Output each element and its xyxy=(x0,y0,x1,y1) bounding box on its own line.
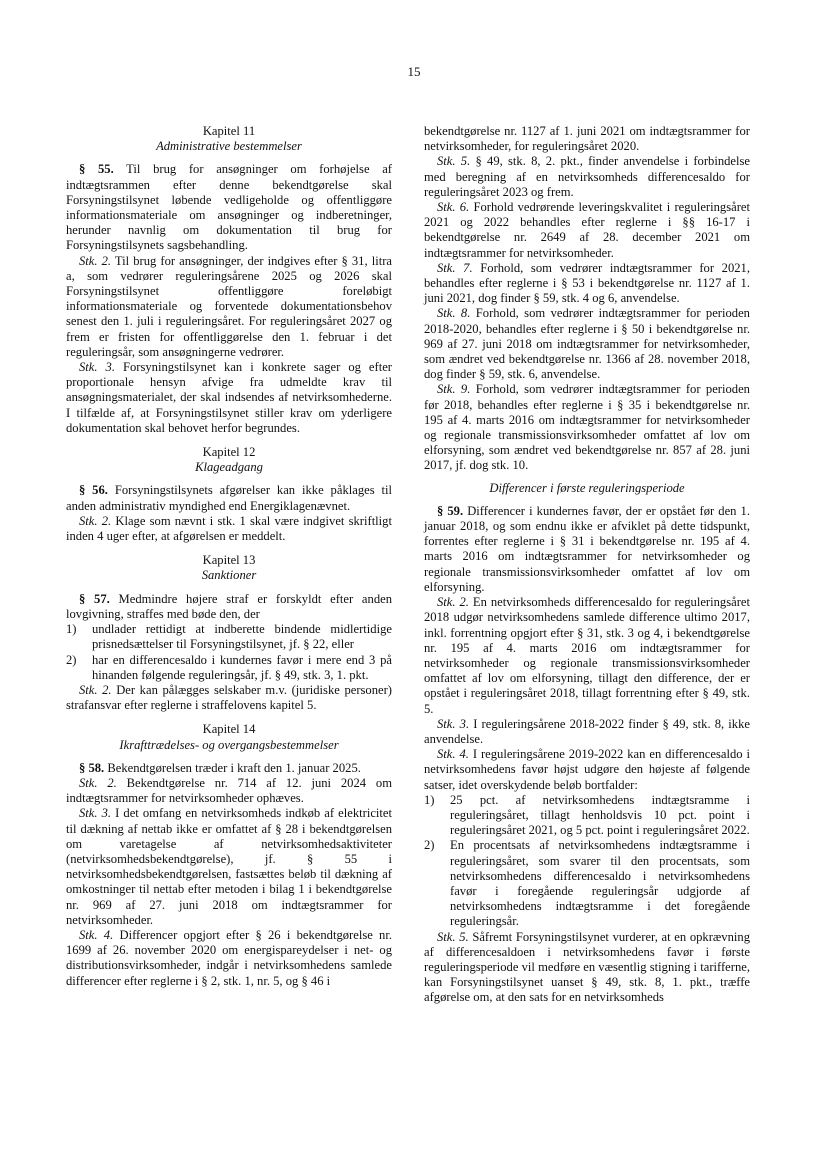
section-56-text: Forsyningstilsynets afgørelser kan ikke påklages til anden administrativ myndighed end Energiklagenævnet. xyxy=(66,483,393,513)
stk-label: Stk. 2. xyxy=(79,253,112,268)
section-57-stk-2 xyxy=(66,683,392,713)
chapter-13-subtitle: Sanktioner xyxy=(201,568,257,583)
section-55-stk-3 xyxy=(66,360,392,436)
list-item-text: En procentsats af netvirksomhedens indtægtsramme i reguleringsåret, som svarer til den procentsats, som netvirksomhedens differencesaldo i netvirksomhedens favør i foregående reguleringsår udgjorde af netvirksomhedens indtægtsramme i det foregående reguleringsår. xyxy=(450,838,750,929)
list-item-number: 1) xyxy=(424,792,435,807)
section-58-text: Bekendtgørelsen træder i kraft den 1. januar 2025. xyxy=(104,760,361,775)
list-item-number: 2) xyxy=(424,838,435,853)
stk-text: I reguleringsårene 2018-2022 finder § 49, stk. 8, ikke anvendelse. xyxy=(424,716,750,746)
list-item xyxy=(66,622,392,652)
list-item xyxy=(424,793,750,839)
section-58-stk-4 xyxy=(66,928,392,989)
stk-label: Stk. 4. xyxy=(437,747,469,762)
stk-label: Stk. 3. xyxy=(79,806,112,821)
section-56-stk-2 xyxy=(66,514,392,544)
chapter-11-title: Kapitel 11 xyxy=(202,124,256,138)
stk-text: Klage som nævnt i stk. 1 skal være indgivet skriftligt inden 4 uger efter, at afgørelsen er meddelt. xyxy=(66,513,392,544)
stk-label: Stk. 3. xyxy=(437,716,470,731)
stk-label: Stk. 5. xyxy=(437,929,469,944)
stk-text: Forhold, som vedrører indtægtsrammer for perioden 2018-2020, behandles efter reglerne i § 50 i bekendtgørelse nr. 969 af 27. juni 2018 om indtægtsrammer for netvirksomheder, som ændret ved bekendtgørelse nr. 1366 af 28. november 2018, dog finder § 59, stk. 6, anvendelse. xyxy=(424,306,750,382)
chapter-14-title: Kapitel 14 xyxy=(202,722,256,737)
stk-label: Stk. 8. xyxy=(437,306,471,321)
section-56-number: § 56. xyxy=(79,483,108,498)
chapter-12-subtitle: Klageadgang xyxy=(195,460,263,475)
chapter-12-title: Kapitel 12 xyxy=(202,445,256,460)
section-58-stk-6 xyxy=(424,200,750,261)
stk-label: Stk. 9. xyxy=(437,382,471,397)
section-57 xyxy=(66,592,392,622)
stk-text: Forsyningstilsynet kan i konkrete sager og efter proportionale hensyn afvige fra udmeldte krav til ansøgningsmaterialet, der skal indsendes af netvirksomhederne. I tilfælde af, at Forsyningstilsynet stiller krav om yderligere dokumentation skal behovet herfor begrundes. xyxy=(66,360,392,435)
chapter-14-subtitle: Ikrafttrædelses- og overgangsbestemmelser xyxy=(119,737,339,752)
stk-label: Stk. 2. xyxy=(437,595,469,610)
section-55-text: Til brug for ansøgninger om forhøjelse af indtægtsrammen efter denne bekendtgørelse skal Forsyningstilsynet løbende vedligeholde og offentliggøre informationsmateriale om ansøgninger og indberetninger, herunder navnlig om dokumentation til brug for Forsyningstilsynets sagsbehandling. xyxy=(66,162,392,253)
stk-text: I det omfang en netvirksomheds indkøb af elektricitet til dækning af nettab ikke er omfattet af § 28 i bekendtgørelsen om varetagelse af netvirksomhedsaktiviteter (netvirksomhedsbekendtgørelse), jf. § 55 i netvirksomhedsbekendtgørelsen, fastsættes beløb til dækning af omkostninger til nettab efter metoden i bilag 1 i bekendtgørelse nr. 969 af 27. juni 2018 om indtægtsrammer for netvirksomheder. xyxy=(66,806,392,927)
stk-label: Stk. 4. xyxy=(79,927,114,942)
section-59-stk-4 xyxy=(424,747,750,793)
section-58-stk-9 xyxy=(424,382,750,473)
section-58-stk-2 xyxy=(66,776,392,806)
stk-label: Stk. 2. xyxy=(79,513,112,528)
stk-text: Differencer opgjort efter § 26 i bekendtgørelse nr. 1699 af 26. november 2020 om energispareydelser i net- og distributionsvirksomheder, indgår i netvirksomhedens samlede differencer efter reglerne i § 2, stk. 1, nr. 5, og § 46 i xyxy=(66,927,392,988)
list-item-number: 1) xyxy=(66,622,77,637)
section-58-stk-3 xyxy=(66,806,392,928)
stk-label: Stk. 6. xyxy=(437,200,470,215)
section-59-stk-2 xyxy=(424,595,750,717)
stk-label: Stk. 7. xyxy=(437,260,473,275)
section-58-stk-8 xyxy=(424,306,750,382)
stk-text: § 49, stk. 8, 2. pkt., finder anvendelse i forbindelse med beregning af en netvirksomheds differencesaldo for reguleringsåret 2023 og frem. xyxy=(424,154,750,199)
stk-label: Stk. 2. xyxy=(79,775,117,790)
section-59-text: Differencer i kundernes favør, der er opstået før den 1. januar 2018, og som endnu ikke er afviklet på dette tidspunkt, forrentes efter reglerne i § 31 i bekendtgørelse nr. 195 af 4. marts 2016 om indtægtsrammer for netvirksomheder og regionale transmissionsvirksomheder omfattet af lov om elforsyning. xyxy=(424,503,751,594)
chapter-11-subtitle: Administrative bestemmelser xyxy=(156,139,302,154)
section-heading: Differencer i første reguleringsperiode xyxy=(489,480,685,495)
list-item-number: 2) xyxy=(66,652,77,667)
section-58-number: § 58. xyxy=(79,760,105,775)
continued-text: bekendtgørelse nr. 1127 af 1. juni 2021 om indtægtsrammer for netvirksomheder, for reguleringsåret 2020. xyxy=(424,124,750,154)
list-item-text: har en differencesaldo i kundernes favør i mere end 3 på hinanden følgende reguleringsår, jf. § 49, stk. 3, 1. pkt. xyxy=(92,652,392,682)
section-59-stk-3 xyxy=(424,717,750,747)
section-55-stk-2 xyxy=(66,254,392,360)
stk-label: Stk. 2. xyxy=(79,682,112,697)
section-59-number: § 59. xyxy=(437,503,464,518)
list-item-text: undlader rettidigt at indberette bindende midlertidige prisnedsættelser til Forsyningstilsynet, jf. § 22, eller xyxy=(92,622,392,652)
section-59-stk-5 xyxy=(424,930,750,1006)
stk-text: Der kan pålægges selskaber m.v. (juridiske personer) strafansvar efter reglerne i straffelovens kapitel 5. xyxy=(66,682,392,713)
section-59 xyxy=(424,504,750,595)
section-55 xyxy=(66,162,392,253)
list-item xyxy=(66,653,392,683)
section-57-text: Medmindre højere straf er forskyldt efter anden lovgivning, straffes med bøde den, der xyxy=(66,591,392,621)
stk-label: Stk. 3. xyxy=(79,360,115,375)
list-item xyxy=(424,838,750,929)
section-57-number: § 57. xyxy=(79,591,110,606)
stk-text: Forhold vedrørende leveringskvalitet i reguleringsåret 2021 og 2022 behandles efter reglerne i §§ 16-17 i bekendtgørelse nr. 2649 af 28. december 2021 om indtægtsrammer for netvirksomheder. xyxy=(424,200,750,260)
stk-text: Til brug for ansøgninger, der indgives efter § 31, litra a, som vedrører reguleringsårene 2025 og 2026 skal Forsyningstilsynet offentliggøre foreløbigt informationsmateriale og forventede dokumentationsbehov senest den 1. juli i reguleringsåret. For reguleringsåret 2027 og frem er fristen for offentliggørelse den 1. februar i det reguleringsår, som ansøgningerne vedrører. xyxy=(66,253,392,359)
chapter-13-title: Kapitel 13 xyxy=(202,553,256,568)
stk-label: Stk. 5. xyxy=(437,154,471,169)
stk-text: I reguleringsårene 2019-2022 kan en differencesaldo i netvirksomhedens favør højst udgøre den højeste af følgende satser, idet overskydende beløb bortfalder: xyxy=(424,747,750,792)
stk-text: Forhold, som vedrører indtægtsrammer for 2021, behandles efter reglerne i § 53 i bekendtgørelse nr. 1127 af 1. juni 2021, dog finder § 59, stk. 4 og 6, anvendelse. xyxy=(424,260,750,306)
section-58 xyxy=(66,761,392,776)
list-item-text: 25 pct. af netvirksomhedens indtægtsramme i reguleringsåret, tillagt henholdsvis 10 pct. point i reguleringsåret 2021, og 5 pct. point i reguleringsåret 2022. xyxy=(450,792,750,838)
section-58-stk-7 xyxy=(424,261,750,307)
left-column xyxy=(66,124,392,989)
section-55-number: § 55. xyxy=(79,162,114,177)
stk-text: En netvirksomheds differencesaldo for reguleringsåret 2018 udgør netvirksomhedens samlede difference ultimo 2017, inkl. forrentning opgjort efter § 31, stk. 3 og 4, i bekendtgørelse nr. 195 af 4. marts 2016 om indtægtsrammer for netvirksomheder og regionale transmissionsvirksomheder omfattet af lov om elforsyning, tillagt den difference, der er opstået i reguleringsåret 2018, tillagt forrentning efter § 49, stk. 5. xyxy=(424,595,750,716)
section-58-stk-5 xyxy=(424,154,750,200)
section-56 xyxy=(66,483,392,513)
stk-text: Såfremt Forsyningstilsynet vurderer, at en opkrævning af differencesaldoen i netvirksomhedens favør i første reguleringsperiode vil medføre en væsentlig stigning i tarifferne, kan Forsyningstilsynet uanset § 49, stk. 8, 1. pkt., træffe afgørelse om, at den sats for en netvirksomheds xyxy=(424,929,750,1005)
stk-text: Bekendtgørelse nr. 714 af 12. juni 2024 om indtægtsrammer for netvirksomheder ophæves. xyxy=(66,775,392,806)
right-column xyxy=(424,124,750,1006)
page-number: 15 xyxy=(407,64,421,79)
stk-text: Forhold, som vedrører indtægtsrammer for perioden før 2018, behandles efter reglerne i § 35 i bekendtgørelse nr. 195 af 4. marts 2016 om indtægtsrammer for netvirksomheder og regionale transmissionsvirksomheder omfattet af lov om elforsyning, som ændret ved bekendtgørelse nr. 857 af 28. juni 2017, jf. dog stk. 10. xyxy=(424,382,750,473)
